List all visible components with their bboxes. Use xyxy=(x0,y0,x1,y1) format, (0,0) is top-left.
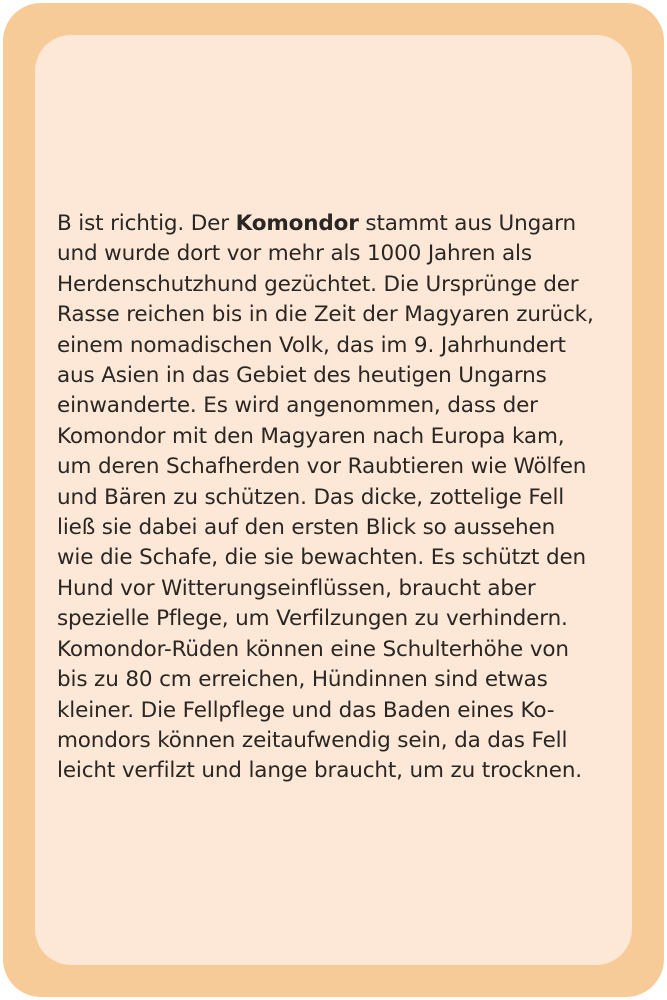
answer-line: und wurde dort vor mehr als 1000 Jahren als xyxy=(57,241,532,267)
answer-line: leicht verfilzt und lange braucht, um zu trocknen. xyxy=(57,758,582,784)
quiz-card xyxy=(3,3,664,997)
answer-line: Herdenschutzhund gezüchtet. Die Ursprünge der xyxy=(57,271,579,297)
answer-line: ließ sie dabei auf den ersten Blick so aussehen xyxy=(57,515,556,541)
answer-line: einem nomadischen Volk, das im 9. Jahrhundert xyxy=(57,332,566,358)
answer-line: Komondor-Rüden können eine Schulterhöhe von xyxy=(57,636,569,662)
answer-line: bis zu 80 cm erreichen, Hündinnen sind etwas xyxy=(57,667,548,693)
breed-keyword: Komondor xyxy=(235,211,359,236)
answer-line: Hund vor Witterungseinflüssen, braucht aber xyxy=(57,575,536,601)
answer-line: Rasse reichen bis in die Zeit der Magyaren zurück, xyxy=(57,302,594,328)
answer-line: mondors können zeitaufwendig sein, da das Fell xyxy=(57,727,568,753)
answer-line: und Bären zu schützen. Das dicke, zottelige Fell xyxy=(57,484,565,510)
answer-line: einwanderte. Es wird angenommen, dass der xyxy=(57,393,538,419)
answer-line: Komondor mit den Magyaren nach Europa kam, xyxy=(57,423,565,449)
answer-line: spezielle Pflege, um Verfilzungen zu verhindern. xyxy=(57,606,568,632)
answer-line xyxy=(57,209,617,239)
card-body xyxy=(35,35,632,965)
answer-line-rest: stammt aus Ungarn xyxy=(358,211,576,236)
answer-line: wie die Schafe, die sie bewachten. Es schützt den xyxy=(57,545,587,571)
answer-line: kleiner. Die Fellpflege und das Baden eines Ko- xyxy=(57,697,555,723)
answer-line: um deren Schafherden vor Raubtieren wie Wölfen xyxy=(57,454,587,480)
answer-line: aus Asien in das Gebiet des heutigen Ungarns xyxy=(57,363,547,389)
answer-intro: B ist richtig. Der xyxy=(57,211,236,236)
answer-text xyxy=(57,209,617,787)
